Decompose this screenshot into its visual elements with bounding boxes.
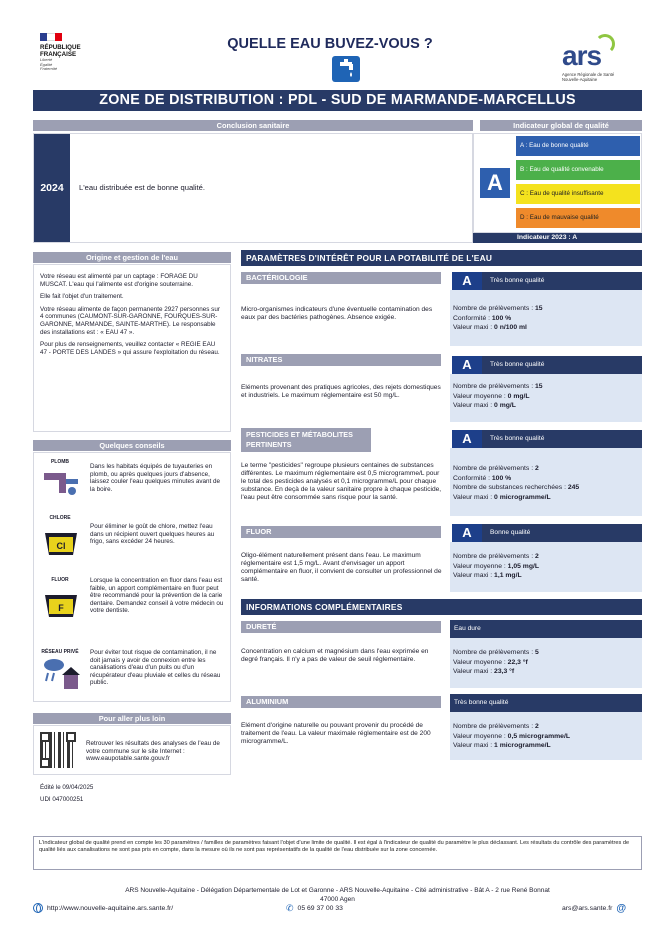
param-bacterio-desc: Micro-organismes indicateurs d'une éventuelle contamination des eaux par des bactéries pathogènes. Absence exigée.	[241, 306, 433, 321]
param-pesticides-header	[452, 430, 642, 448]
zone-title-bar	[33, 90, 642, 111]
tip-reseau	[38, 649, 228, 703]
tip-chlore	[38, 515, 228, 569]
stat-row: Nombre de prélèvements : 15	[453, 383, 543, 390]
indicator-previous: Indicateur 2023 : A	[473, 233, 642, 243]
param-pesticides-grade: A	[452, 430, 482, 448]
grade-b: B : Eau de qualité convenable	[516, 160, 640, 180]
footer-email[interactable]	[562, 903, 626, 914]
ars-logo-text: ars	[562, 40, 602, 71]
summary-year: 2024	[34, 134, 70, 242]
param-bacterio-grade: A	[452, 272, 482, 290]
tip-fluor	[38, 577, 228, 641]
info-heading: INFORMATIONS COMPLÉMENTAIRES	[241, 599, 642, 615]
conclusion-label: Conclusion sanitaire	[33, 120, 473, 131]
param-nitrates-quality: Très bonne qualité	[490, 361, 545, 368]
udi-code: UDI 047000251	[40, 796, 84, 803]
edited-date: Édité le 09/04/2025	[40, 784, 94, 791]
param-bacterio-stats	[450, 290, 642, 346]
conclusion-text: L'eau distribuée est de bonne qualité.	[79, 183, 205, 192]
tip-fluor-name: FLUOR	[51, 577, 69, 583]
tip-plomb	[38, 459, 228, 509]
param-fluor-desc: Oligo-élément naturellement présent dans l'eau. Le maximum réglementaire est 1,5 mg/L. Avant d'envisager un apport complémentaire en fluor, il convient de consulter un professionnel de santé.	[241, 552, 442, 583]
origin-para-1: Votre réseau est alimenté par un captage : FORAGE DU MUSCAT. L'eau qui l'alimente est d'origine souterraine.	[40, 273, 198, 288]
at-icon: @	[616, 903, 627, 914]
phone-number[interactable]: 05 69 37 00 33	[297, 905, 343, 912]
footer-website[interactable]	[33, 903, 173, 913]
faucet-icon	[332, 56, 360, 82]
params-heading: PARAMÈTRES D'INTÉRÊT POUR LA POTABILITÉ DE L'EAU	[241, 250, 642, 266]
origin-para-4: Pour plus de renseignements, veuillez contacter « REGIE EAU 47 - PORTE DES LANDES » qui assure l'exploitation du réseau.	[40, 341, 220, 356]
stat-row: Conformité : 100 %	[453, 474, 512, 482]
info-aluminium-stats	[450, 712, 642, 760]
origin-box	[33, 264, 231, 432]
grade-scale	[516, 136, 640, 228]
republic-name-2: FRANÇAISE	[40, 51, 77, 58]
email-address[interactable]: ars@ars.sante.fr	[562, 905, 613, 912]
info-aluminium-name: ALUMINIUM	[241, 696, 441, 708]
more-box	[33, 725, 231, 775]
zone-title: ZONE DE DISTRIBUTION : PDL - SUD DE MARMANDE-MARCELLUS	[99, 92, 576, 108]
footer-phone[interactable]	[286, 903, 343, 914]
phone-icon: ✆	[286, 903, 294, 913]
stat-row: Valeur maxi : 0 mg/L	[453, 402, 516, 410]
param-pesticides-stats	[450, 448, 642, 516]
ars-swoosh-icon	[595, 34, 615, 54]
stat-row: Nombre de prélèvements : 2	[453, 465, 539, 472]
tip-reseau-text: Pour éviter tout risque de contamination, il ne doit jamais y avoir de connexion entre les canalisations d'eau d'un puits ou d'un récupérateur d'eau pluviale et celles du réseau public.	[90, 649, 221, 687]
stat-row: Nombre de prélèvements : 15	[453, 305, 543, 312]
footer-address-1: ARS Nouvelle-Aquitaine - Délégation Départementale de Lot et Garonne - ARS Nouvelle-Aquitaine - Cité administrative - Bât A - 2 rue René Bonnat	[125, 887, 550, 894]
param-bacterio-header	[452, 272, 642, 290]
ars-sub-1: Agence Régionale de Santé	[562, 72, 615, 77]
motto-2: Égalité	[40, 61, 53, 67]
stat-row: Valeur maxi : 1 microgramme/L	[453, 742, 551, 750]
tips-heading: Quelques conseils	[33, 440, 231, 451]
param-bacterio-name: BACTÉRIOLOGIE	[241, 272, 441, 284]
origin-heading: Origine et gestion de l'eau	[33, 252, 231, 263]
footnote-box	[33, 836, 642, 870]
more-text[interactable]: Retrouver les résultats des analyses de l'eau de votre commune sur le site Internet : www.eaupotable.sante.gouv.fr	[86, 740, 220, 763]
ars-sub-2: Nouvelle-Aquitaine	[562, 77, 598, 82]
more-heading: Pour aller plus loin	[33, 713, 231, 724]
param-nitrates-name: NITRATES	[241, 354, 441, 366]
grade-d: D : Eau de mauvaise qualité	[516, 208, 640, 228]
stat-row: Valeur maxi : 1,1 mg/L	[453, 572, 522, 580]
origin-para-3: Votre réseau alimente de façon permanente 2927 personnes sur 4 communes (CAUMONT-SUR-GARONNE, FOURQUES-SUR-GARONNE, MARMANDE, SAINTE-MARTHE). Le responsable des installations est : « EAU 47 ».	[40, 305, 220, 336]
stat-row: Nombre de substances recherchées : 245	[453, 484, 580, 492]
svg-text:F: F	[58, 603, 64, 613]
param-fluor-header	[452, 524, 642, 542]
republic-logo	[40, 33, 100, 78]
pipe-icon	[42, 469, 80, 499]
fluorine-icon	[42, 587, 80, 619]
rain-well-icon	[42, 657, 80, 693]
indicator-label: Indicateur global de qualité	[480, 120, 642, 131]
param-pesticides-desc: Le terme "pesticides" regroupe plusieurs centaines de substances différentes. Le maximum réglementaire est 0,5 microgramme/L pour le total des pesticides analysés et 0,1 microgramme/L pour chaque substance. En deçà de la valeur sanitaire propre à chaque pesticide, l'eau peut être consommée sans risque pour la santé.	[241, 462, 442, 501]
tip-chlore-text: Pour éliminer le goût de chlore, mettez l'eau dans un récipient ouvert quelques heures au frigo, sans excéder 24 heures.	[90, 523, 215, 546]
chlorine-icon	[42, 525, 80, 557]
qr-code[interactable]	[40, 732, 76, 768]
info-durete-quality: Eau dure	[454, 625, 481, 632]
info-aluminium-desc: Elément d'origine naturelle ou pouvant provenir du procédé de traitement de l'eau. La valeur maximale réglementaire est de 200 microgramme/L.	[241, 722, 431, 745]
info-aluminium-header	[450, 694, 642, 712]
stat-row: Valeur maxi : 0 n/100 ml	[453, 324, 527, 332]
tip-plomb-text: Dans les habitats équipés de tuyauteries en plomb, ou après quelques jours d'absence, laissez couler l'eau quelques minutes avant de la boire.	[90, 463, 221, 493]
param-nitrates-desc: Eléments provenant des pratiques agricoles, des rejets domestiques et industriels. Le maximum réglementaire est 50 mg/L.	[241, 384, 441, 399]
param-nitrates-header	[452, 356, 642, 374]
stat-row: Valeur moyenne : 0,5 microgramme/L	[453, 732, 571, 740]
info-durete-stats	[450, 638, 642, 688]
grade-a: A : Eau de bonne qualité	[516, 136, 640, 156]
tip-plomb-name: PLOMB	[50, 459, 70, 465]
param-nitrates-stats	[450, 374, 642, 422]
stat-row: Conformité : 100 %	[453, 314, 512, 322]
stat-row: Nombre de prélèvements : 5	[453, 649, 539, 656]
republic-name-1: RÉPUBLIQUE	[40, 44, 81, 51]
indicator-box	[473, 133, 642, 233]
param-bacterio-quality: Très bonne qualité	[490, 277, 545, 284]
stat-row: Valeur moyenne : 1,05 mg/L	[453, 562, 540, 570]
footer-address-2: 47000 Agen	[320, 896, 355, 903]
svg-text:Cl: Cl	[56, 541, 66, 551]
param-fluor-stats	[450, 542, 642, 592]
conclusion-box	[33, 133, 473, 243]
info-durete-desc: Concentration en calcium et magnésium dans l'eau exprimée en degré français. Il n'y a pas de valeur de seuil réglementaire.	[241, 648, 429, 663]
ars-logo	[562, 34, 642, 82]
tip-fluor-text: Lorsque la concentration en fluor dans l'eau est faible, un apport complémentaire en fluor peut être recommandé pour la prévention de la carie dentaire. Demandez conseil à votre médecin ou votre dentiste.	[90, 577, 224, 615]
param-fluor-grade: A	[452, 524, 482, 542]
info-durete-header	[450, 620, 642, 638]
motto-3: Fraternité	[40, 66, 58, 72]
footnote-text: L'indicateur global de qualité prend en compte les 30 paramètres / familles de paramètres faisant l'objet d'une limite de qualité. Il est égal à l'indicateur de qualité du paramètre le plus déclassant. Les résultats du contrôle des paramètres de qualité liés aux canalisations ne sont pas pris en compte, dans la mesure où ils ne sont pas représentatifs de la qualité de l'eau distribuée sur la zone concernée.	[39, 840, 630, 853]
tips-box	[33, 452, 231, 702]
stat-row: Valeur moyenne : 22,3 °f	[453, 658, 528, 666]
param-nitrates-grade: A	[452, 356, 482, 374]
page-title: QUELLE EAU BUVEZ-VOUS ?	[227, 36, 433, 52]
param-pesticides-name: PESTICIDES ET MÉTABOLITES PERTINENTS	[241, 428, 371, 452]
origin-para-2: Elle fait l'objet d'un traitement.	[40, 293, 124, 301]
website-link[interactable]: http://www.nouvelle-aquitaine.ars.sante.fr/	[47, 904, 174, 912]
param-pesticides-quality: Très bonne qualité	[490, 435, 545, 442]
param-fluor-name: FLUOR	[241, 526, 441, 538]
stat-row: Valeur moyenne : 0 mg/L	[453, 392, 530, 400]
stat-row: Valeur maxi : 23,3 °f	[453, 668, 515, 676]
grade-c: C : Eau de qualité insuffisante	[516, 184, 640, 204]
info-aluminium-quality: Très bonne qualité	[454, 699, 509, 706]
stat-row: Valeur maxi : 0 microgramme/L	[453, 493, 551, 501]
stat-row: Nombre de prélèvements : 2	[453, 723, 539, 730]
tip-chlore-name: CHLORE	[49, 515, 71, 521]
global-grade: A	[480, 168, 510, 198]
stat-row: Nombre de prélèvements : 2	[453, 553, 539, 560]
motto-1: Liberté	[40, 57, 53, 62]
globe-icon	[33, 903, 43, 913]
tip-reseau-name: RÉSEAU PRIVÉ	[41, 649, 79, 655]
param-fluor-quality: Bonne qualité	[490, 529, 531, 536]
info-durete-name: DURETÉ	[241, 621, 441, 633]
